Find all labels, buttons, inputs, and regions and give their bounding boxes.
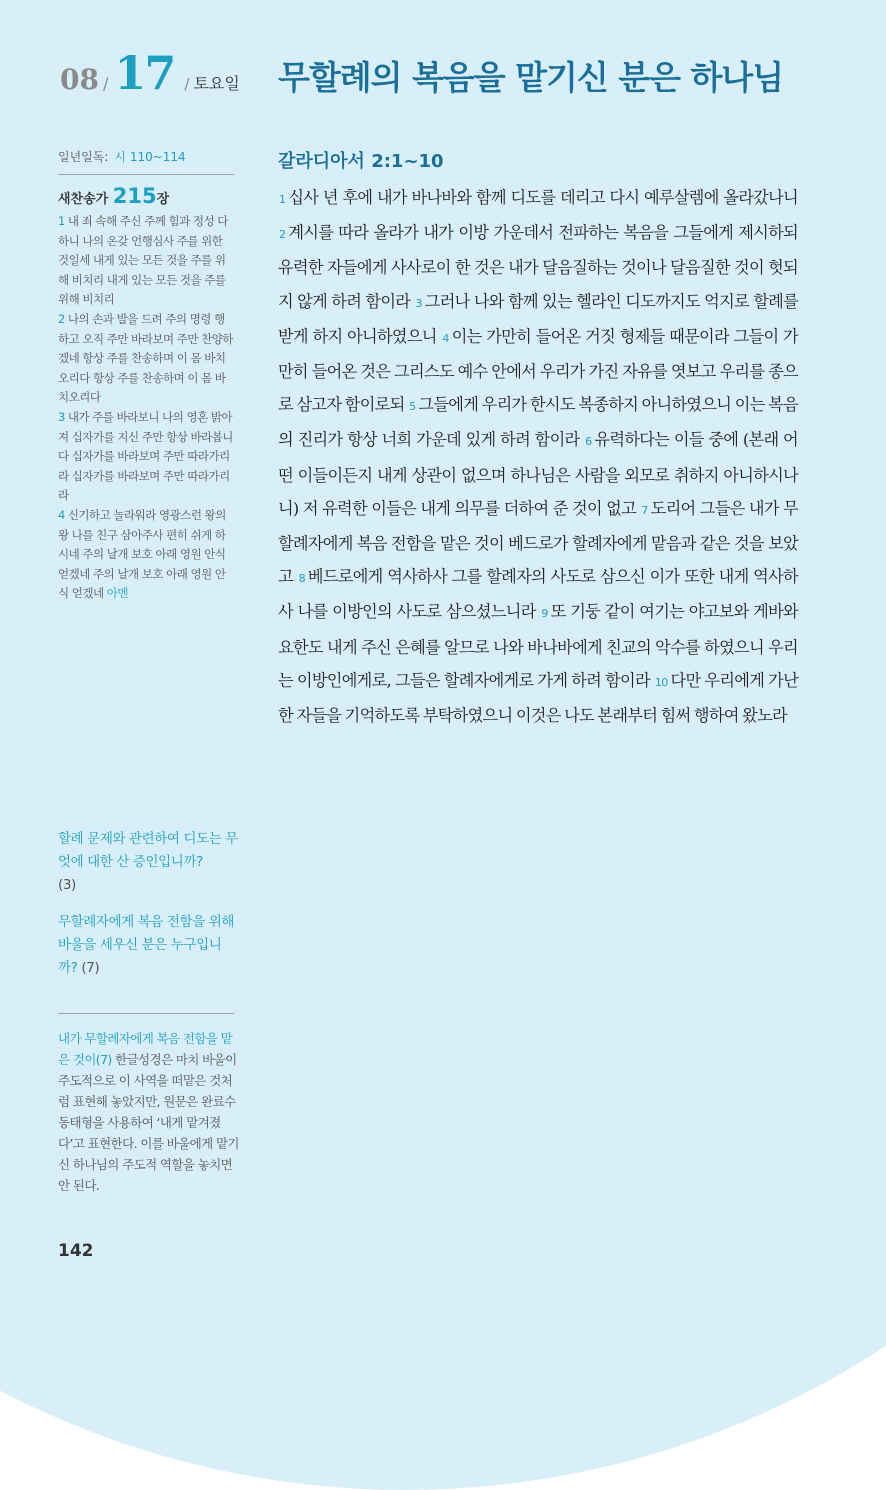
verse-text: 도리어 그들은 내가 무할례자에게 복음 전함을 맡은 것이 베드로가 할례자에게 맡음과 같은 것을 보았고 <box>278 498 798 587</box>
commentary-text: 한글성경은 마치 바울이 주도적으로 이 사역을 떠맡은 것처럼 표현해 놓았지만, 원문은 완료수동태형을 사용하여 ‘내게 맡겨졌다’고 표현한다. 이를 바울에게 맡기신 하나님의 주도적 역할을 놓치면 안 된다. <box>58 1052 239 1193</box>
verse-number: 3 <box>415 296 422 310</box>
hymn-label-suffix: 장 <box>156 192 170 207</box>
hymn-verse-number: 3 <box>58 409 65 424</box>
commentary-note <box>58 1028 242 1196</box>
hymn-verse-number: 4 <box>58 507 65 522</box>
verse-number: 1 <box>279 193 286 206</box>
verse-text: 계시를 따라 올라가 내가 이방 가운데서 전파하는 복음을 그들에게 제시하되 유력한 자들에게 사사로이 한 것은 내가 달음질하는 것이나 달음질한 것이 헛되지 않게 하려 함이라 <box>278 223 798 311</box>
verse-text: 다만 우리에게 가난한 자들을 기억하도록 부탁하였으니 이것은 나도 본래부터 힘써 행하여 왔노라 <box>278 670 799 726</box>
hymn-verse-text: 나의 손과 발을 드려 주의 명령 행하고 오직 주만 바라보며 주만 찬양하겠네 항상 주를 찬송하며 이 몸 바치오리다 항상 주를 찬송하며 이 몸 바치오리다 <box>58 311 233 405</box>
study-question <box>58 911 238 980</box>
hymn-verse-number: 1 <box>58 214 65 228</box>
verse-text: 그러나 나와 함께 있는 헬라인 디도까지도 억지로 할례를 받게 하지 아니하였으니 <box>278 291 799 346</box>
hymn-amen: 아멘 <box>106 586 128 601</box>
page-number: 142 <box>58 1241 94 1261</box>
study-question-ref: (3) <box>58 877 76 893</box>
verse-text: 이는 가만히 들어온 거짓 형제들 때문이라 그들이 가만히 들어온 것은 그리스도 예수 안에서 우리가 가진 자유를 엿보고 우리를 종으로 삼고자 함이로되 <box>278 326 798 415</box>
hymn-number: 215 <box>112 184 157 208</box>
study-questions <box>58 828 238 994</box>
verse-number: 6 <box>585 435 592 449</box>
study-question <box>58 828 238 897</box>
verse-number: 9 <box>541 607 548 621</box>
date-separator: / <box>102 74 109 93</box>
passage-reference: 갈라디아서 2:1~10 <box>278 151 444 172</box>
verse-text: 그들에게 우리가 한시도 복종하지 아니하였으니 이는 복음의 진리가 항상 너희 가운데 있게 하려 함이라 <box>278 395 799 450</box>
verse-text: 베드로에게 역사하사 그를 할례자의 사도로 삼으신 이가 또한 내게 역사하사 나를 이방인의 사도로 삼으셨느니라 <box>278 567 798 622</box>
annual-reading-label: 일년일독: <box>58 150 109 164</box>
page-title: 무할례의 복음을 맡기신 분은 하나님 <box>278 58 784 97</box>
sidebar-divider <box>58 1013 234 1014</box>
verse-text: 유력하다는 이들 중에 (본래 어떤 이들이든지 내게 상관이 없으며 하나님은 사람을 외모로 취하지 아니하시나니) 저 유력한 이들은 내게 의무를 더하여 준 것이 없고 <box>278 430 798 518</box>
hymn-verse-text: 신기하고 놀라워라 영광스런 왕의 왕 나를 친구 삼아주사 편히 쉬게 하시네 주의 날개 보호 아래 영원 안식 얻겠네 주의 날개 보호 아래 영원 안식 얻겠네 <box>58 507 226 601</box>
weekday-separator: / <box>184 75 190 93</box>
verse-number: 8 <box>298 572 305 586</box>
hymn-heading <box>58 184 234 208</box>
hymn-verse <box>58 506 234 604</box>
verse-number: 4 <box>442 331 449 345</box>
verse-number: 10 <box>654 675 668 689</box>
verse-text: 십사 년 후에 내가 바나바와 함께 디도를 데리고 다시 예루살렘에 올라갔나니 <box>288 188 798 207</box>
hymn-verse-number: 2 <box>58 311 65 326</box>
annual-reading-value: 시 110~114 <box>114 150 186 164</box>
date-month: 08 <box>60 63 99 96</box>
commentary-highlight: 내가 무할례자에게 복음 전함을 맡은 것이(7) <box>58 1031 233 1067</box>
hymn-verse-text: 내가 주를 바라보니 나의 영혼 밝아져 십자가를 지신 주만 항상 바라봅니다 십자가를 바라보며 주만 따라가리라 십자가를 바라보며 주만 따라가리라 <box>58 409 233 503</box>
hymn-lyrics <box>58 212 234 604</box>
verse-text: 또 기둥 같이 여기는 야고보와 게바와 요한도 내게 주신 은혜를 알므로 나와 바나바에게 친교의 악수를 하였으니 우리는 이방인에게로, 그들은 할례자에게로 가게 하려 함이라 <box>278 602 798 690</box>
scripture-passage <box>278 181 798 732</box>
annual-reading <box>58 148 234 175</box>
hymn-verse <box>58 310 234 408</box>
study-question-text: 무할례자에게 복음 전함을 위해 바울을 세우신 분은 누구입니까? <box>58 914 235 976</box>
hymn-verse-text: 내 죄 속해 주신 주께 힘과 정성 다하니 나의 온갖 언행심사 주를 위한 것일세 내게 있는 모든 것을 주를 위해 비치리 내게 있는 모든 것을 주를 위해 비치리 <box>58 214 228 307</box>
sidebar <box>58 148 234 604</box>
study-question-ref: (7) <box>81 960 100 976</box>
hymn-verse <box>58 212 234 310</box>
date-day: 17 <box>114 46 175 100</box>
verse-number: 7 <box>641 503 648 517</box>
hymn-label-prefix: 새찬송가 <box>58 192 109 207</box>
date-weekday: 토요일 <box>193 74 240 93</box>
verse-number: 2 <box>279 228 286 242</box>
study-question-text: 할례 문제와 관련하여 디도는 무엇에 대한 산 증인입니까? <box>58 831 238 870</box>
date-header <box>60 46 240 100</box>
verse-number: 5 <box>409 400 416 414</box>
hymn-verse <box>58 408 234 506</box>
